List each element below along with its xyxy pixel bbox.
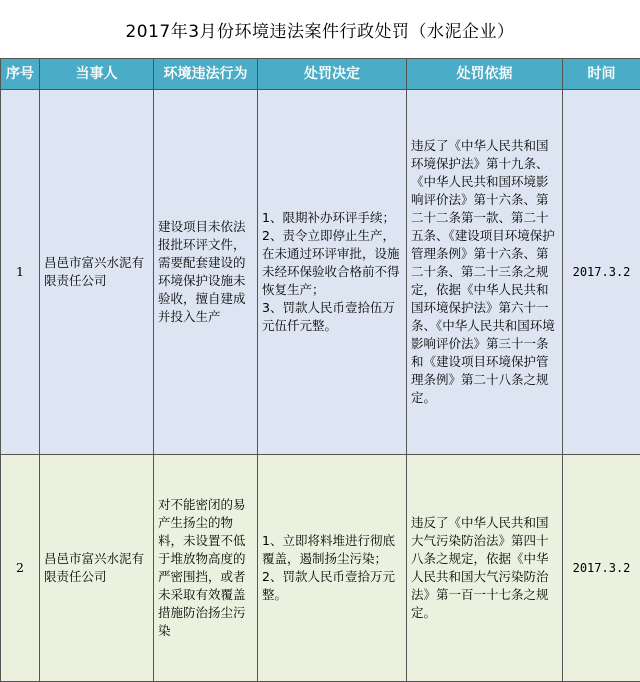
cell-no: 2 (1, 455, 40, 682)
table-row (1, 90, 640, 455)
header-violation: 环境违法行为 (154, 59, 258, 90)
penalty-table (0, 58, 640, 682)
cell-violation: 对不能密闭的易产生扬尘的物料，未设置不低于堆放物高度的严密围挡，或者未采取有效覆盖措施防治扬尘污染 (154, 455, 258, 682)
cell-basis: 违反了《中华人民共和国环境保护法》第十九条、《中华人民共和国环境影响评价法》第十六条、第二十二条第一款、第二十五条、《建设项目环境保护管理条例》第十六条、第二十条、第二十三条之规定，依据《中华人民共和国环境保护法》第六十一条、《中华人民共和国环境影响评价法》第三十一条和《建设项目环境保护管理条例》第二十八条之规定。 (407, 90, 563, 455)
cell-no: 1 (1, 90, 40, 455)
page-title: 2017年3月份环境违法案件行政处罚（水泥企业） (0, 0, 640, 58)
cell-party: 昌邑市富兴水泥有限责任公司 (40, 90, 154, 455)
cell-basis: 违反了《中华人民共和国大气污染防治法》第四十八条之规定，依据《中华人民共和国大气污染防治法》第一百一十七条之规定。 (407, 455, 563, 682)
cell-time: 2017.3.2 (563, 455, 640, 682)
cell-party: 昌邑市富兴水泥有限责任公司 (40, 455, 154, 682)
table-header-row (1, 59, 640, 90)
cell-decision: 1、立即将料堆进行彻底覆盖，遏制扬尘污染； 2、罚款人民币壹拾万元整。 (258, 455, 407, 682)
table-row (1, 455, 640, 682)
header-no: 序号 (1, 59, 40, 90)
header-basis: 处罚依据 (407, 59, 563, 90)
cell-decision: 1、限期补办环评手续； 2、责令立即停止生产，在未通过环评审批，设施未经环保验收合格前不得恢复生产； 3、罚款人民币壹拾伍万元伍仟元整。 (258, 90, 407, 455)
header-time: 时间 (563, 59, 640, 90)
header-decision: 处罚决定 (258, 59, 407, 90)
cell-time: 2017.3.2 (563, 90, 640, 455)
cell-violation: 建设项目未依法报批环评文件，需要配套建设的环境保护设施未验收，擅自建成并投入生产 (154, 90, 258, 455)
header-party: 当事人 (40, 59, 154, 90)
